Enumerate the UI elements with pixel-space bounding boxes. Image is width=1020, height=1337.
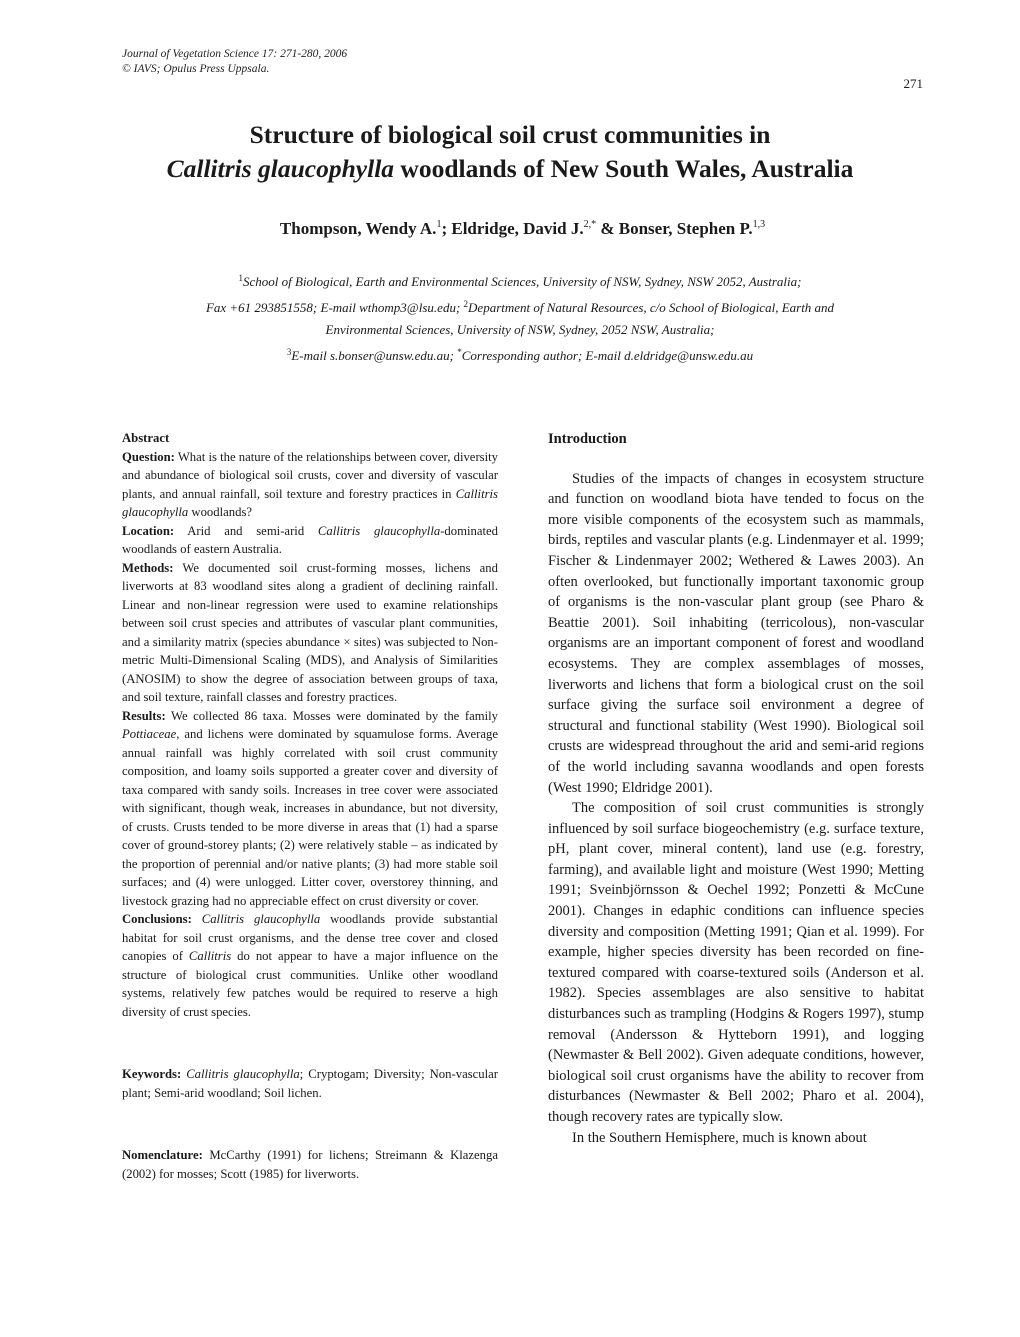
journal-citation (122, 47, 347, 77)
keywords (122, 1065, 498, 1102)
title-line-1: Structure of biological soil crust communities in (249, 120, 771, 149)
methods-text: We documented soil crust-forming mosses, lichens and liverworts at 83 woodland sites along a gradient of declining rainfall. Linear and non-linear regression were used to examine relationships between soil crust species and attributes of vascular plant communities, and a similarity matrix (species abundance × sites) was subjected to Non-metric Multi-Dimensional Scaling (MDS), and Analysis of Similarities (ANOSIM) to show the degree of association between groups of taxa, and soil texture, rainfall classes and forestry practices. (122, 560, 498, 704)
article-title (0, 118, 1020, 186)
nomenclature (122, 1146, 498, 1183)
introduction-heading: Introduction (548, 431, 627, 447)
abstract-column (122, 429, 498, 1183)
conclusions-text-2: do not appear to have a major influence on the structure of biological crust communities. Unlike other woodland systems, relatively few patches would be required to reserve a high diversity of crust species. (122, 949, 498, 1019)
introduction-paragraph-3: In the Southern Hemisphere, much is known about (572, 1129, 867, 1146)
conclusions-species: Callitris glaucophylla (191, 912, 321, 926)
affiliation-line-2 (90, 293, 950, 319)
results-label: Results: (122, 708, 166, 723)
abstract-results (122, 707, 498, 911)
page-number: 271 (903, 76, 923, 91)
journal-line-1: Journal of Vegetation Science 17: 271-280, 2006 (122, 48, 348, 60)
affiliation-line-4 (90, 341, 950, 367)
keywords-species: Callitris glaucophylla (181, 1067, 300, 1081)
conclusions-label: Conclusions: (122, 912, 192, 926)
methods-label: Methods: (122, 560, 174, 575)
abstract-location (122, 522, 498, 559)
author-list (0, 219, 1020, 239)
location-label: Location: (122, 523, 175, 538)
author-2: ; Eldridge, David J. (441, 219, 584, 238)
author-2-sup: 2,* (583, 219, 597, 230)
keywords-text: ; Cryptogam; Diversity; Non-vascular plant; Semi-arid woodland; Soil lichen. (122, 1067, 498, 1100)
abstract-methods (122, 559, 498, 707)
introduction-paragraph-2: The composition of soil crust communities is strongly influenced by soil surface biogeochemistry (e.g. surface texture, pH, plant cover, mineral content), land use (e.g. forestry, farming), and available light and moisture (West 1990; Metting 1991; Sveinbjörnsson & Oechel 1992; Ponzetti & McCune 2001). Changes in edaphic conditions can influence species diversity and composition (Metting 1991; Qian et al. 1999). For example, higher species diversity has been recorded on fine-textured compared with coarse-textured soils (Anderson et al. 1982). Species assemblages are also sensitive to habitat disturbances such as trampling (Hodgins & Rogers 1997), stump removal (Andersson & Hytteborn 1991), and logging (Newmaster & Bell 2002). Given adequate conditions, however, biological soil crust organisms have the ability to recover from disturbances (Newmaster & Bell 2002; Pharo et al. 2004), though recovery rates are typically slow. (548, 800, 924, 1125)
affil-sup-1: 1 (238, 273, 244, 283)
affil-sup-3: 3 (286, 347, 292, 357)
affiliations (90, 267, 950, 367)
journal-line-2: © IAVS; Opulus Press Uppsala. (122, 63, 270, 75)
abstract-heading: Abstract (122, 431, 170, 445)
nomenclature-text: McCarthy (1991) for lichens; Streimann & Klazenga (2002) for mosses; Scott (1985) for liverworts. (122, 1148, 498, 1181)
affil-text-2: Fax +61 293851558; E-mail wthomp3@lsu.edu; (205, 300, 464, 315)
results-text: We collected 86 taxa. Mosses were dominated by the family (165, 708, 498, 723)
results-family: Pottiaceae (122, 727, 177, 741)
author-3: & Bonser, Stephen P. (596, 219, 753, 238)
affiliation-line-3: Environmental Sciences, University of NSW, Sydney, 2052 NSW, Australia; (325, 322, 715, 337)
conclusions-text-1: woodlands provide substantial habitat for soil crust organisms, and the dense tree cover and closed canopies of (122, 912, 498, 963)
affil-text-3: Department of Natural Resources, c/o School of Biological, Earth and (468, 300, 835, 315)
location-text: Arid and semi-arid (174, 523, 318, 538)
affiliation-line-1 (90, 267, 950, 293)
location-species: Callitris glaucophylla (317, 523, 441, 538)
introduction-column (548, 429, 924, 1148)
affil-sup-2: 2 (463, 299, 469, 309)
author-1-sup: 1 (436, 219, 442, 230)
conclusions-genus: Callitris (188, 949, 232, 963)
affil-text-5: E-mail s.bonser@unsw.edu.au; (291, 348, 458, 363)
abstract-conclusions (122, 910, 498, 1021)
nomenclature-label: Nomenclature: (122, 1148, 203, 1162)
title-line-2-rest: woodlands of New South Wales, Australia (394, 154, 854, 183)
question-end: woodlands? (188, 505, 253, 519)
question-label: Question: (122, 449, 175, 464)
question-species: Callitris glaucophylla (122, 486, 498, 519)
keywords-label: Keywords: (122, 1067, 182, 1081)
title-species: Callitris glaucophylla (166, 154, 395, 183)
location-end: -dominated woodlands of eastern Australia. (122, 523, 498, 556)
affil-sup-4: * (457, 347, 462, 357)
abstract-question (122, 448, 498, 522)
question-text: What is the nature of the relationships between cover, diversity and abundance of biological soil crusts, cover and diversity of vascular plants, and annual rainfall, soil texture and forestry practices in (122, 449, 498, 501)
author-1: Thompson, Wendy A. (279, 219, 437, 238)
title-line-2 (0, 152, 1020, 186)
introduction-paragraph-1: Studies of the impacts of changes in ecosystem structure and function on woodland biota have tended to focus on the more visible components of the ecosystem such as mammals, birds, reptiles and vascular plants (e.g. Lindenmayer et al. 1999; Fischer & Lindenmayer 2002; Wethered & Lawes 2003). An often overlooked, but functionally important taxonomic group of organisms is the non-vascular plant group (see Pharo & Beattie 2001). Soil inhabiting (terricolous), non-vascular organisms are an important component of forest and woodland ecosystems. They are complex assemblages of mosses, liverworts and lichens that form a biological crust on the soil surface giving the surface soil environment a degree of structural and functional stability (West 1990). Biological soil crusts are widespread throughout the arid and semi-arid regions of the world including savanna woodlands and open forests (West 1990; Eldridge 2001). (548, 470, 924, 796)
affil-text-1: School of Biological, Earth and Environmental Sciences, University of NSW, Sydney, NSW 2052, Australia; (243, 274, 802, 289)
author-3-sup: 1,3 (752, 219, 766, 230)
affil-text-6: Corresponding author; E-mail d.eldridge@unsw.edu.au (461, 348, 754, 363)
results-end: , and lichens were dominated by squamulose forms. Average annual rainfall was highly correlated with soil crust community composition, and loamy soils supported a greater cover and diversity of taxa compared with sandy soils. Increases in tree cover were associated with significant, though weak, increases in abundance, but not diversity, of crusts. Crusts tended to be more diverse in areas that (1) had a sparse cover of ground-storey plants; (2) were relatively stable – as indicated by the proportion of perennial and/or native plants; (3) had more stable soil surfaces; and (4) were unlogged. Litter cover, overstorey thinning, and livestock grazing had no appreciable effect on crust diversity or cover. (122, 727, 498, 908)
